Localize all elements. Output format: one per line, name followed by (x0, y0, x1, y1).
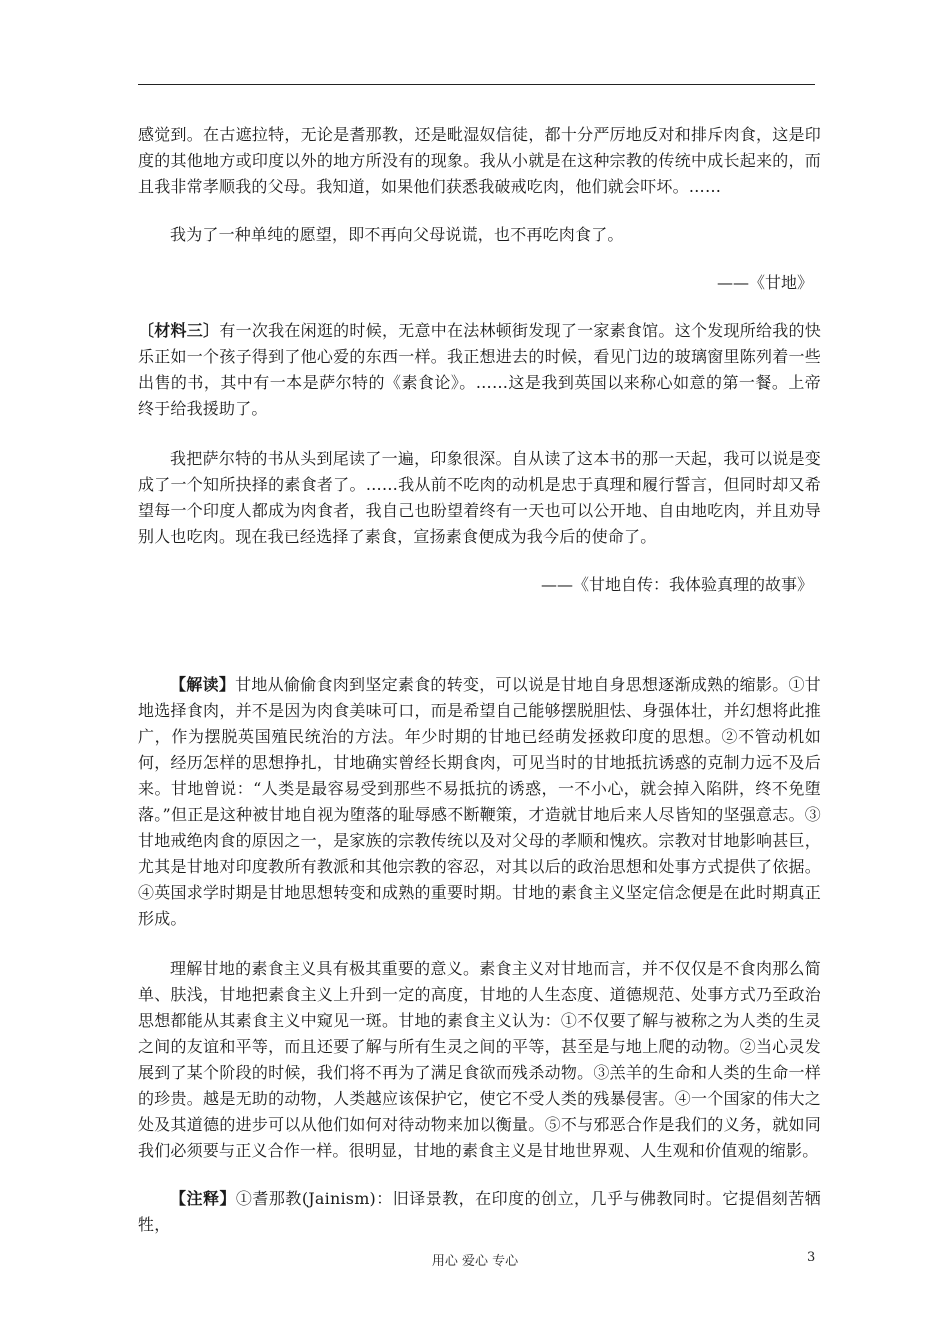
page-body (138, 122, 821, 1238)
page-number: 3 (807, 1250, 816, 1265)
annotation (138, 1186, 821, 1238)
annotation-label: 【注释】 (170, 1189, 236, 1208)
material-three (138, 318, 821, 422)
annotation-text: ①耆那教(Jainism)：旧译景教，在印度的创立，几乎与佛教同时。它提倡刻苦牺牲， (138, 1189, 821, 1234)
paragraph-continuation: 感觉到。在古遮拉特，无论是耆那教，还是毗湿奴信徒，都十分严厉地反对和排斥肉食，这是印度的其他地方或印度以外的地方所没有的现象。我从小就是在这种宗教的传统中成长起来的，而且我非常孝顺我的父母。我知道，如果他们获悉我破戒吃肉，他们就会吓坏。…… (138, 125, 821, 196)
interpretation (138, 672, 821, 932)
header-rule (138, 84, 815, 85)
source-autobiography: ——《甘地自传：我体验真理的故事》 (540, 575, 813, 594)
source-gandhi: ——《甘地》 (716, 273, 813, 292)
material-three-label: 〔材料三〕 (138, 321, 220, 340)
material-three-text: 有一次我在闲逛的时候，无意中在法林顿街发现了一家素食馆。这个发现所给我的快乐正如一个孩子得到了他心爱的东西一样。我正想进去的时候，看见门边的玻璃窗里陈列着一些出售的书，其中有一本是萨尔特的《素食论》。……这是我到英国以来称心如意的第一餐。上帝终于给我援助了。 (138, 321, 821, 418)
paragraph-vegetarianism-meaning: 理解甘地的素食主义具有极其重要的意义。素食主义对甘地而言，并不仅仅是不食肉那么简单、肤浅，甘地把素食主义上升到一定的高度，甘地的人生态度、道德规范、处事方式乃至政治思想都能从其素食主义中窥见一斑。甘地的素食主义认为：①不仅要了解与被称之为人类的生灵之间的友谊和平等，而且还要了解与所有生灵之间的平等，甚至是与地上爬的动物。②当心灵发展到了某个阶段的时候，我们将不再为了满足食欲而残杀动物。③羔羊的生命和人类的生命一样的珍贵。越是无助的动物，人类越应该保护它，使它不受人类的残暴侵害。④一个国家的伟大之处及其道德的进步可以从他们如何对待动物来加以衡量。⑤不与邪恶合作是我们的义务，就如同我们必须要与正义合作一样。很明显，甘地的素食主义是甘地世界观、人生观和价值观的缩影。 (138, 959, 821, 1160)
interpretation-label: 【解读】 (170, 675, 236, 694)
paragraph-wish: 我为了一种单纯的愿望，即不再向父母说谎，也不再吃肉食了。 (170, 225, 624, 244)
paragraph-salt-book: 我把萨尔特的书从头到尾读了一遍，印象很深。自从读了这本书的那一天起，我可以说是变成了一个知所抉择的素食者了。……我从前不吃肉的动机是忠于真理和履行誓言，但同时却又希望每一个印度人都成为肉食者，我自己也盼望着终有一天也可以公开地、自由地吃肉，并且劝导别人也吃肉。现在我已经选择了素食，宣扬素食便成为我今后的使命了。 (138, 449, 821, 546)
interpretation-text: 甘地从偷偷食肉到坚定素食的转变，可以说是甘地自身思想逐渐成熟的缩影。①甘地选择食肉，并不是因为肉食美味可口，而是希望自己能够摆脱胆怯、身强体壮，并幻想将此推广，作为摆脱英国殖民统治的方法。年少时期的甘地已经萌发拯救印度的思想。②不管动机如何，经历怎样的思想挣扎，甘地确实曾经长期食肉，可见当时的甘地抵抗诱惑的克制力远不及后来。甘地曾说：“人类是最容易受到那些不易抵抗的诱惑，一不小心，就会掉入陷阱，终不免堕落。”但正是这种被甘地自视为堕落的耻辱感不断鞭策，才造就甘地后来人尽皆知的坚强意志。③甘地戒绝肉食的原因之一，是家族的宗教传统以及对父母的孝顺和愧疚。宗教对甘地影响甚巨，尤其是甘地对印度教所有教派和其他宗教的容忍，对其以后的政治思想和处事方式提供了依据。④英国求学时期是甘地思想转变和成熟的重要时期。甘地的素食主义坚定信念便是在此时期真正形成。 (138, 675, 821, 928)
footer-motto: 用心 爱心 专心 (431, 1254, 519, 1269)
